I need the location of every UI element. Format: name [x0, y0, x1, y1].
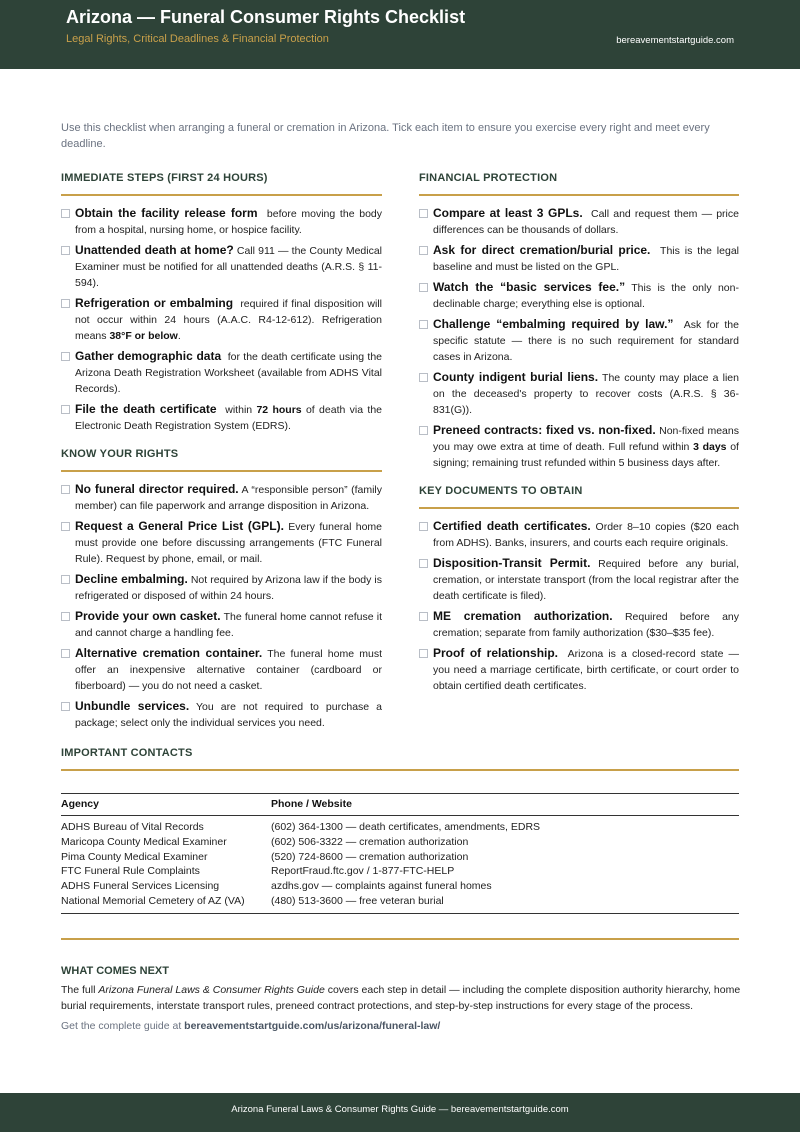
item-text: Non-fixed means you may owe extra at time of death. Full refund within [433, 425, 739, 453]
item-text-end: of death via the Electronic Death Registration System (EDRS). [75, 404, 383, 432]
checkbox[interactable] [61, 405, 70, 414]
checkbox[interactable] [61, 612, 70, 621]
checklist-item [419, 555, 739, 604]
item-text-end: . [177, 330, 181, 342]
item-lead: File the death certificate [75, 402, 217, 416]
checkbox[interactable] [61, 522, 70, 531]
item-text: required if final disposition will not occur within 24 hours (A.A.C. R4-12-612). Refrigeration means [75, 298, 382, 342]
item-lead: Request a General Price List (GPL). [75, 519, 284, 533]
item-lead: Decline embalming. [75, 572, 188, 586]
item-text: The county may place a lien on the deceased's property to recover costs (A.R.S. § 36-831(G)). [433, 372, 739, 416]
item-lead: Alternative cremation container. [75, 646, 263, 660]
table-row [61, 864, 739, 879]
checklist-item [61, 295, 382, 344]
item-lead: Preneed contracts: fixed vs. non-fixed. [433, 423, 656, 437]
checklist-item [61, 348, 382, 397]
item-lead: Certified death certificates. [433, 519, 591, 533]
checklist-item [419, 316, 739, 365]
checklist-item [419, 205, 739, 238]
item-text: Required before any cremation; separate from family authorization ($30–$35 fee). [433, 611, 739, 639]
item-lead: Challenge “embalming required by law.” [433, 317, 674, 331]
item-text: This is the legal baseline and must be listed on the GPL. [433, 245, 739, 273]
phone-cell: (602) 364-1300 — death certificates, amendments, EDRS [271, 821, 541, 833]
item-lead: Provide your own casket. [75, 609, 221, 623]
item-text: for the death certificate using the Arizona Death Registration Worksheet (available from ADHS Vital Records). [75, 351, 383, 395]
table-row [61, 850, 739, 865]
item-lead: No funeral director required. [75, 482, 239, 496]
item-text: The funeral home must offer an inexpensive alternative container (cardboard or fiberboard) — you do not need a casket. [75, 648, 382, 692]
item-text: The funeral home cannot refuse it and cannot charge a handling fee. [75, 611, 382, 639]
checklist-item [61, 401, 382, 434]
checkbox[interactable] [419, 649, 428, 658]
checkbox[interactable] [419, 209, 428, 218]
checklist-item [61, 698, 382, 731]
documents-list [419, 518, 739, 694]
item-text: before moving the body from a hospital, nursing home, or hospice facility. [75, 208, 382, 236]
item-lead: ME cremation authorization. [433, 609, 613, 623]
item-text: Not required by Arizona law if the body is refrigerated or disposed of within 24 hours. [75, 574, 382, 602]
table-row [61, 816, 739, 835]
left-column [61, 170, 382, 735]
checkbox[interactable] [419, 612, 428, 621]
agency-cell: Maricopa County Medical Examiner [61, 835, 227, 848]
guide-cta [61, 1020, 741, 1032]
phone-cell: (480) 513-3600 — free veteran burial [271, 894, 444, 907]
item-text: This is the only non-declinable charge; everything else is optional. [433, 282, 739, 310]
right-column [419, 170, 739, 698]
checklist-item [419, 608, 739, 641]
next-section [61, 965, 741, 1032]
table-row [61, 894, 739, 913]
item-text: You are not required to purchase a package; select only the individual services you need. [75, 701, 382, 729]
guide-title: Arizona Funeral Laws & Consumer Rights Guide [98, 984, 325, 996]
item-lead: Unbundle services. [75, 699, 190, 713]
item-text-end: of signing; remaining trust refunded within 5 business days after. [433, 441, 739, 469]
table-row [61, 835, 739, 850]
section-title-immediate: IMMEDIATE STEPS (FIRST 24 HOURS) [61, 170, 382, 196]
item-emphasis: 3 days [693, 441, 727, 453]
item-lead: Obtain the facility release form [75, 206, 258, 220]
item-lead: Refrigeration or embalming [75, 296, 234, 310]
checkbox[interactable] [419, 246, 428, 255]
immediate-list [61, 205, 382, 434]
checkbox[interactable] [61, 575, 70, 584]
checklist-item [419, 369, 739, 418]
section-title-contacts: IMPORTANT CONTACTS [61, 745, 739, 771]
page-footer: Arizona Funeral Laws & Consumer Rights Guide — bereavementstartguide.com [0, 1093, 800, 1132]
checklist-item [419, 518, 739, 551]
checkbox[interactable] [61, 649, 70, 658]
page-subtitle: Legal Rights, Critical Deadlines & Financial Protection [66, 33, 329, 45]
cta-prefix: Get the complete guide at [61, 1020, 185, 1032]
checklist-item [61, 571, 382, 604]
item-text: Every funeral home must provide one before discussing arrangements (FTC Funeral Rule). Request by phone, email, or mail. [75, 521, 383, 565]
checkbox[interactable] [419, 426, 428, 435]
item-lead: Disposition-Transit Permit. [433, 556, 591, 570]
checklist-item [419, 645, 739, 694]
guide-link[interactable]: bereavementstartguide.com/us/arizona/funeral-law/ [184, 1020, 441, 1032]
item-lead: Watch the “basic services fee.” [433, 280, 626, 294]
phone-cell: (602) 506-3322 — cremation authorization [271, 835, 469, 848]
checkbox[interactable] [419, 320, 428, 329]
item-lead: Unattended death at home? [75, 243, 234, 257]
section-title-rights: KNOW YOUR RIGHTS [61, 446, 382, 472]
agency-cell: ADHS Bureau of Vital Records [61, 821, 204, 833]
checklist-item [419, 422, 739, 471]
checkbox[interactable] [61, 352, 70, 361]
item-lead: County indigent burial liens. [433, 370, 599, 384]
agency-cell: Pima County Medical Examiner [61, 850, 208, 863]
page-title: Arizona — Funeral Consumer Rights Checklist [66, 7, 466, 27]
item-lead: Gather demographic data [75, 349, 222, 363]
item-text: Ask for the specific statute — there is no such requirement for standard cases in Arizona. [433, 319, 739, 363]
item-emphasis: 38°F or below [109, 330, 178, 342]
rights-list [61, 481, 382, 731]
item-emphasis: 72 hours [256, 404, 302, 416]
header-site-link[interactable]: bereavementstartguide.com [616, 35, 734, 46]
checklist-item [61, 205, 382, 238]
column-header-agency: Agency [61, 794, 271, 816]
checkbox[interactable] [61, 299, 70, 308]
checkbox[interactable] [61, 702, 70, 711]
checkbox[interactable] [61, 209, 70, 218]
checklist-item [61, 518, 382, 567]
next-paragraph [61, 982, 741, 1014]
section-title-next: WHAT COMES NEXT [61, 965, 169, 977]
checklist-item [61, 242, 382, 291]
section-title-financial: FINANCIAL PROTECTION [419, 170, 739, 196]
item-lead: Compare at least 3 GPLs. [433, 206, 583, 220]
section-divider [61, 938, 739, 940]
item-text: Call 911 — the County Medical Examiner must be notified for all unattended deaths (A.R.S. § 11-594). [75, 245, 382, 289]
section-title-documents: KEY DOCUMENTS TO OBTAIN [419, 483, 739, 509]
checkbox[interactable] [419, 373, 428, 382]
item-lead: Proof of relationship. [433, 646, 559, 660]
phone-cell: azdhs.gov — complaints against funeral homes [271, 880, 492, 893]
contacts-table [61, 793, 739, 914]
table-header-row [61, 794, 739, 816]
page-header [0, 0, 800, 69]
item-text: Arizona is a closed-record state — you need a marriage certificate, birth certificate, or court order to obtain certified death certificates. [433, 648, 740, 692]
checklist-item [61, 645, 382, 694]
checkbox[interactable] [419, 559, 428, 568]
table-row [61, 879, 739, 894]
checklist-item [419, 242, 739, 275]
agency-cell: ADHS Funeral Services Licensing [61, 880, 220, 893]
column-header-phone: Phone / Website [271, 794, 739, 816]
checkbox[interactable] [61, 485, 70, 494]
contacts-section [61, 745, 739, 914]
checklist-item [419, 279, 739, 312]
next-text-start: The full [61, 984, 99, 996]
checklist-item [61, 481, 382, 514]
phone-cell: (520) 724-8600 — cremation authorization [271, 850, 469, 863]
item-text: Required before any burial, cremation, or interstate transport (from the local registrar after the death certificate is filed). [433, 558, 739, 602]
item-text: Order 8–10 copies ($20 each from ADHS). Banks, insurers, and courts each require originals. [433, 521, 739, 549]
agency-cell: FTC Funeral Rule Complaints [61, 865, 200, 878]
item-text: Call and request them — price differences can be thousands of dollars. [433, 208, 739, 236]
intro-text: Use this checklist when arranging a funeral or cremation in Arizona. Tick each item to ensure you exercise every right and meet every deadline. [61, 122, 710, 150]
phone-cell: ReportFraud.ftc.gov / 1-877-FTC-HELP [271, 865, 455, 878]
checkbox[interactable] [419, 522, 428, 531]
item-text: within [225, 404, 257, 416]
checkbox[interactable] [61, 246, 70, 255]
checklist-item [61, 608, 382, 641]
financial-list [419, 205, 739, 471]
item-lead: Ask for direct cremation/burial price. [433, 243, 651, 257]
item-text: A “responsible person” (family member) can file paperwork and arrange disposition in Arizona. [75, 484, 383, 512]
next-text-end: covers each step in detail — including the complete disposition authority hierarchy, home burial requirements, interstate transport rules, preneed contract protections, and step-by-step instructions for every stage of the process. [61, 984, 741, 1012]
agency-cell: National Memorial Cemetery of AZ (VA) [61, 894, 245, 907]
checkbox[interactable] [419, 283, 428, 292]
